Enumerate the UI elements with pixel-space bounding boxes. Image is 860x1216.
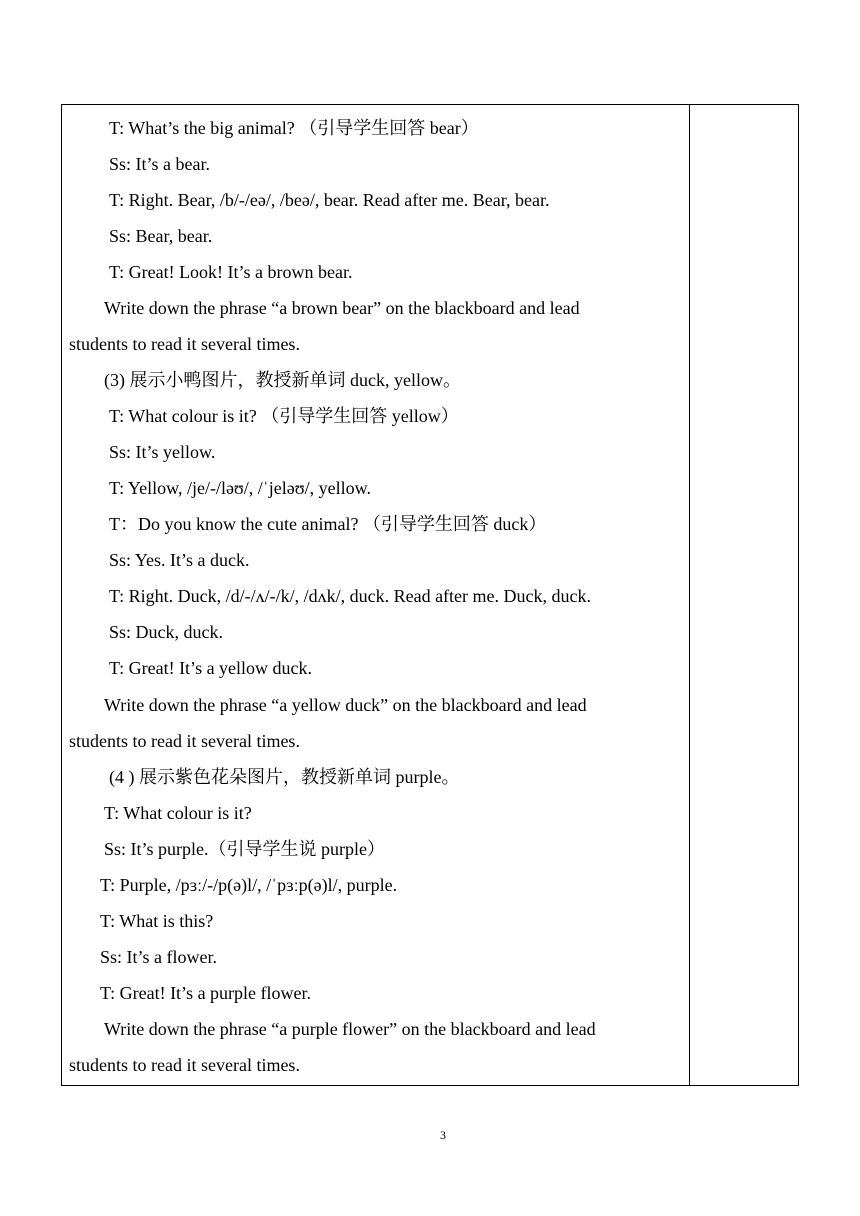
lesson-line: Write down the phrase “a purple flower” on the blackboard and lead: [104, 1019, 596, 1039]
lesson-line: T: Purple, /pɜː/-/p(ə)l/, /ˈpɜːp(ə)l/, purple.: [100, 875, 398, 895]
lesson-line: T: What colour is it? （引导学生回答 yellow）: [109, 406, 459, 426]
lesson-line: Ss: Duck, duck.: [109, 622, 223, 642]
lesson-line: students to read it several times.: [69, 1055, 300, 1075]
lesson-line: T：Do you know the cute animal? （引导学生回答 duck）: [109, 514, 547, 534]
section-heading: (3) 展示小鸭图片，教授新单词 duck, yellow。: [104, 370, 461, 390]
lesson-line: T: Yellow, /je/-/ləʊ/, /ˈjeləʊ/, yellow.: [109, 478, 371, 498]
lesson-line: Write down the phrase “a yellow duck” on the blackboard and lead: [104, 695, 587, 715]
lesson-line: T: What colour is it?: [104, 803, 252, 823]
lesson-line: Ss: Yes. It’s a duck.: [109, 550, 250, 570]
lesson-line: T: What’s the big animal? （引导学生回答 bear）: [109, 118, 479, 138]
lesson-line: students to read it several times.: [69, 334, 300, 354]
page-number: 3: [440, 1128, 446, 1142]
column-divider: [689, 105, 690, 1085]
section-heading: (4 ) 展示紫色花朵图片，教授新单词 purple。: [109, 767, 460, 787]
lesson-line: Ss: It’s purple.（引导学生说 purple）: [104, 839, 385, 859]
lesson-line: Write down the phrase “a brown bear” on the blackboard and lead: [104, 298, 580, 318]
lesson-line: T: Great! It’s a yellow duck.: [109, 658, 313, 678]
lesson-line: Ss: It’s yellow.: [109, 442, 216, 462]
lesson-line: T: Great! It’s a purple flower.: [100, 983, 312, 1003]
lesson-line: Ss: It’s a flower.: [100, 947, 217, 967]
lesson-line: Ss: Bear, bear.: [109, 226, 213, 246]
lesson-line: T: Right. Duck, /d/-/ʌ/-/k/, /dʌk/, duck. Read after me. Duck, duck.: [109, 586, 592, 606]
lesson-line: T: Great! Look! It’s a brown bear.: [109, 262, 353, 282]
lesson-line: Ss: It’s a bear.: [109, 154, 210, 174]
lesson-line: T: Right. Bear, /b/-/eə/, /beə/, bear. Read after me. Bear, bear.: [109, 190, 550, 210]
lesson-line: T: What is this?: [100, 911, 214, 931]
lesson-line: students to read it several times.: [69, 731, 300, 751]
